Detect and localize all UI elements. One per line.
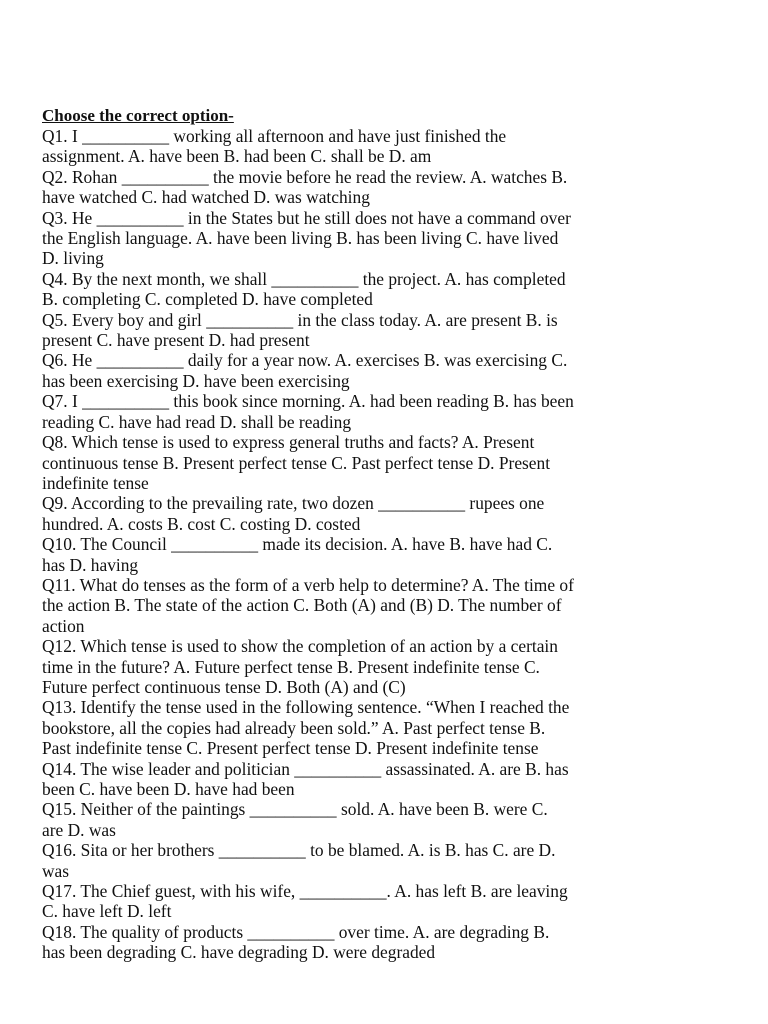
- document-page: [42, 106, 632, 963]
- text-line: Past indefinite tense C. Present perfect tense D. Present indefinite tense: [42, 738, 539, 759]
- text-line: action: [42, 615, 85, 636]
- text-line: are D. was: [42, 819, 116, 840]
- text-line: hundred. A. costs B. cost C. costing D. costed: [42, 513, 361, 534]
- text-line: have watched C. had watched D. was watching: [42, 187, 370, 208]
- text-line: Q5. Every boy and girl __________ in the class today. A. are present B. is: [42, 309, 558, 330]
- text-line: Q14. The wise leader and politician __________ assassinated. A. are B. has: [42, 758, 569, 779]
- document-heading: Choose the correct option-: [42, 106, 234, 125]
- text-line: Q12. Which tense is used to show the completion of an action by a certain: [42, 636, 558, 657]
- text-line: time in the future? A. Future perfect tense B. Present indefinite tense C.: [42, 656, 540, 677]
- text-line: bookstore, all the copies had already been sold.” A. Past perfect tense B.: [42, 717, 546, 738]
- text-line: has D. having: [42, 554, 139, 575]
- text-line: Q7. I __________ this book since morning. A. had been reading B. has been: [42, 391, 574, 412]
- text-line: reading C. have had read D. shall be reading: [42, 411, 352, 432]
- text-line: Q17. The Chief guest, with his wife, __________. A. has left B. are leaving: [42, 881, 568, 902]
- text-line: Q3. He __________ in the States but he still does not have a command over: [42, 207, 571, 228]
- text-line: indefinite tense: [42, 472, 149, 493]
- text-line: continuous tense B. Present perfect tense C. Past perfect tense D. Present: [42, 452, 551, 473]
- text-line: Q15. Neither of the paintings __________ sold. A. have been B. were C.: [42, 799, 548, 820]
- text-line: assignment. A. have been B. had been C. shall be D. am: [42, 146, 432, 167]
- text-line: Q11. What do tenses as the form of a verb help to determine? A. The time of: [42, 574, 574, 595]
- text-line: Q16. Sita or her brothers __________ to be blamed. A. is B. has C. are D.: [42, 840, 556, 861]
- text-line: Q18. The quality of products __________ over time. A. are degrading B.: [42, 921, 550, 942]
- text-line: Q8. Which tense is used to express general truths and facts? A. Present: [42, 432, 535, 453]
- text-line: was: [42, 860, 70, 881]
- text-line: has been exercising D. have been exercising: [42, 370, 350, 391]
- text-line: D. living: [42, 248, 104, 269]
- text-line: the English language. A. have been living B. has been living C. have lived: [42, 228, 559, 249]
- question-list: [42, 126, 632, 963]
- text-line: has been degrading C. have degrading D. were degraded: [42, 942, 436, 963]
- text-line: Q2. Rohan __________ the movie before he read the review. A. watches B.: [42, 166, 568, 187]
- text-line: C. have left D. left: [42, 901, 172, 922]
- text-line: Q9. According to the prevailing rate, two dozen __________ rupees one: [42, 493, 545, 514]
- text-line: Q6. He __________ daily for a year now. A. exercises B. was exercising C.: [42, 350, 568, 371]
- text-line: been C. have been D. have had been: [42, 779, 295, 799]
- text-line: Q10. The Council __________ made its decision. A. have B. have had C.: [42, 534, 553, 555]
- text-line: Q1. I __________ working all afternoon and have just finished the: [42, 126, 507, 146]
- text-line: Q4. By the next month, we shall __________ the project. A. has completed: [42, 268, 566, 289]
- text-line: Q13. Identify the tense used in the following sentence. “When I reached the: [42, 697, 570, 718]
- text-line: the action B. The state of the action C. Both (A) and (B) D. The number of: [42, 595, 562, 616]
- text-line: Future perfect continuous tense D. Both (A) and (C): [42, 676, 406, 697]
- text-line: B. completing C. completed D. have completed: [42, 289, 373, 310]
- text-line: present C. have present D. had present: [42, 330, 310, 351]
